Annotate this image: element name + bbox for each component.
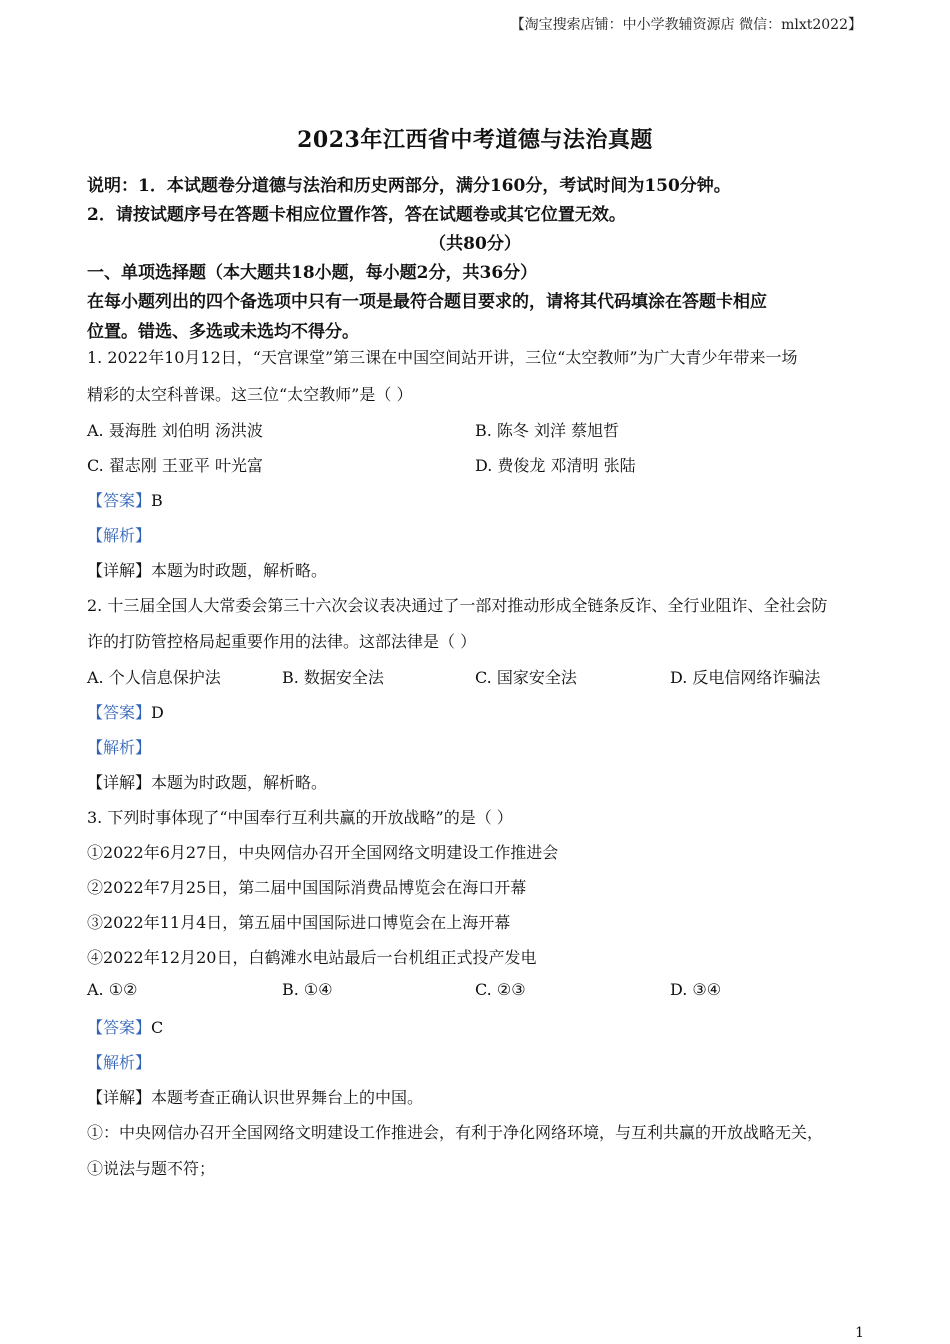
q3-explain-line-2: ①说法与题不符；: [87, 1159, 216, 1178]
q3-detail: [87, 1085, 423, 1108]
q1-stem-line-1: 1. 2022年10月12日，“天宫课堂”第三课在中国空间站开讲，三位“太空教师”为广大青少年带来一场: [87, 348, 798, 367]
q3-option-d: D. ③④: [670, 980, 722, 999]
q1-analysis: [87, 523, 151, 546]
page-title: 2023年江西省中考道德与法治真题: [297, 127, 653, 153]
q3-item-4: ④2022年12月20日，白鹤滩水电站最后一台机组正式投产发电: [87, 948, 537, 967]
instruction-line-1: 说明：1．本试题卷分道德与法治和历史两部分，满分160分，考试时间为150分钟。: [87, 176, 731, 196]
q2-detail: [87, 770, 327, 793]
q2-analysis: [87, 735, 151, 758]
q2-answer: [87, 700, 164, 723]
q1-option-c: C. 翟志刚 王亚平 叶光富: [87, 456, 264, 475]
q2-option-c: C. 国家安全法: [475, 668, 577, 687]
q2-option-b: B. 数据安全法: [282, 668, 384, 687]
header-note: 【淘宝搜索店铺：中小学教辅资源店 微信：mlxt2022】: [510, 17, 862, 33]
section-total: （共80分）: [429, 234, 521, 254]
detail-label: 【详解】: [87, 561, 152, 580]
section-desc-1: 在每小题列出的四个备选项中只有一项是最符合题目要求的，请将其代码填涂在答题卡相应: [87, 292, 767, 312]
section-title: 一、单项选择题（本大题共18小题，每小题2分，共36分）: [87, 263, 538, 283]
q2-stem-line-1: 2. 十三届全国人大常委会第三十六次会议表决通过了一部对推动形成全链条反诈、全行业阻诈、全社会防: [87, 596, 828, 615]
q3-analysis: [87, 1050, 151, 1073]
detail-label: 【详解】: [87, 773, 152, 792]
q3-item-1: ①2022年6月27日，中央网信办召开全国网络文明建设工作推进会: [87, 843, 559, 862]
answer-label: 【答案】: [87, 1018, 152, 1037]
q2-stem-line-2: 诈的打防管控格局起重要作用的法律。这部法律是（ ）: [87, 632, 477, 651]
analysis-label: 【解析】: [87, 526, 152, 545]
q1-option-a: A. 聂海胜 刘伯明 汤洪波: [87, 421, 263, 440]
q1-answer: [87, 488, 163, 511]
q3-detail-text: 本题考查正确认识世界舞台上的中国。: [151, 1088, 424, 1107]
q1-option-b: B. 陈冬 刘洋 蔡旭哲: [475, 421, 620, 440]
q2-option-a: A. 个人信息保护法: [87, 668, 221, 687]
q3-answer-value: C: [151, 1018, 164, 1037]
q3-item-2: ②2022年7月25日，第二届中国国际消费品博览会在海口开幕: [87, 878, 527, 897]
answer-label: 【答案】: [87, 491, 152, 510]
q3-option-c: C. ②③: [475, 980, 526, 999]
analysis-label: 【解析】: [87, 1053, 152, 1072]
q3-option-b: B. ①④: [282, 980, 333, 999]
q3-answer: [87, 1015, 163, 1038]
q2-answer-value: D: [151, 703, 164, 722]
q3-item-3: ③2022年11月4日，第五届中国国际进口博览会在上海开幕: [87, 913, 511, 932]
answer-label: 【答案】: [87, 703, 152, 722]
page-number: 1: [855, 1325, 864, 1341]
section-desc-2: 位置。错选、多选或未选均不得分。: [87, 322, 359, 342]
q1-detail-text: 本题为时政题，解析略。: [151, 561, 328, 580]
q2-option-d: D. 反电信网络诈骗法: [670, 668, 821, 687]
q1-detail: [87, 558, 327, 581]
q1-option-d: D. 费俊龙 邓清明 张陆: [475, 456, 636, 475]
q2-detail-text: 本题为时政题，解析略。: [151, 773, 328, 792]
q1-stem-line-2: 精彩的太空科普课。这三位“太空教师”是（ ）: [87, 385, 413, 404]
q3-explain-line-1: ①：中央网信办召开全国网络文明建设工作推进会，有利于净化网络环境，与互利共赢的开放战略无关，: [87, 1123, 824, 1142]
analysis-label: 【解析】: [87, 738, 152, 757]
q3-stem: 3. 下列时事体现了“中国奉行互利共赢的开放战略”的是（ ）: [87, 808, 513, 827]
instruction-line-2: 2．请按试题序号在答题卡相应位置作答，答在试题卷或其它位置无效。: [87, 205, 626, 225]
q3-option-a: A. ①②: [87, 980, 138, 999]
detail-label: 【详解】: [87, 1088, 152, 1107]
q1-answer-value: B: [151, 491, 163, 510]
